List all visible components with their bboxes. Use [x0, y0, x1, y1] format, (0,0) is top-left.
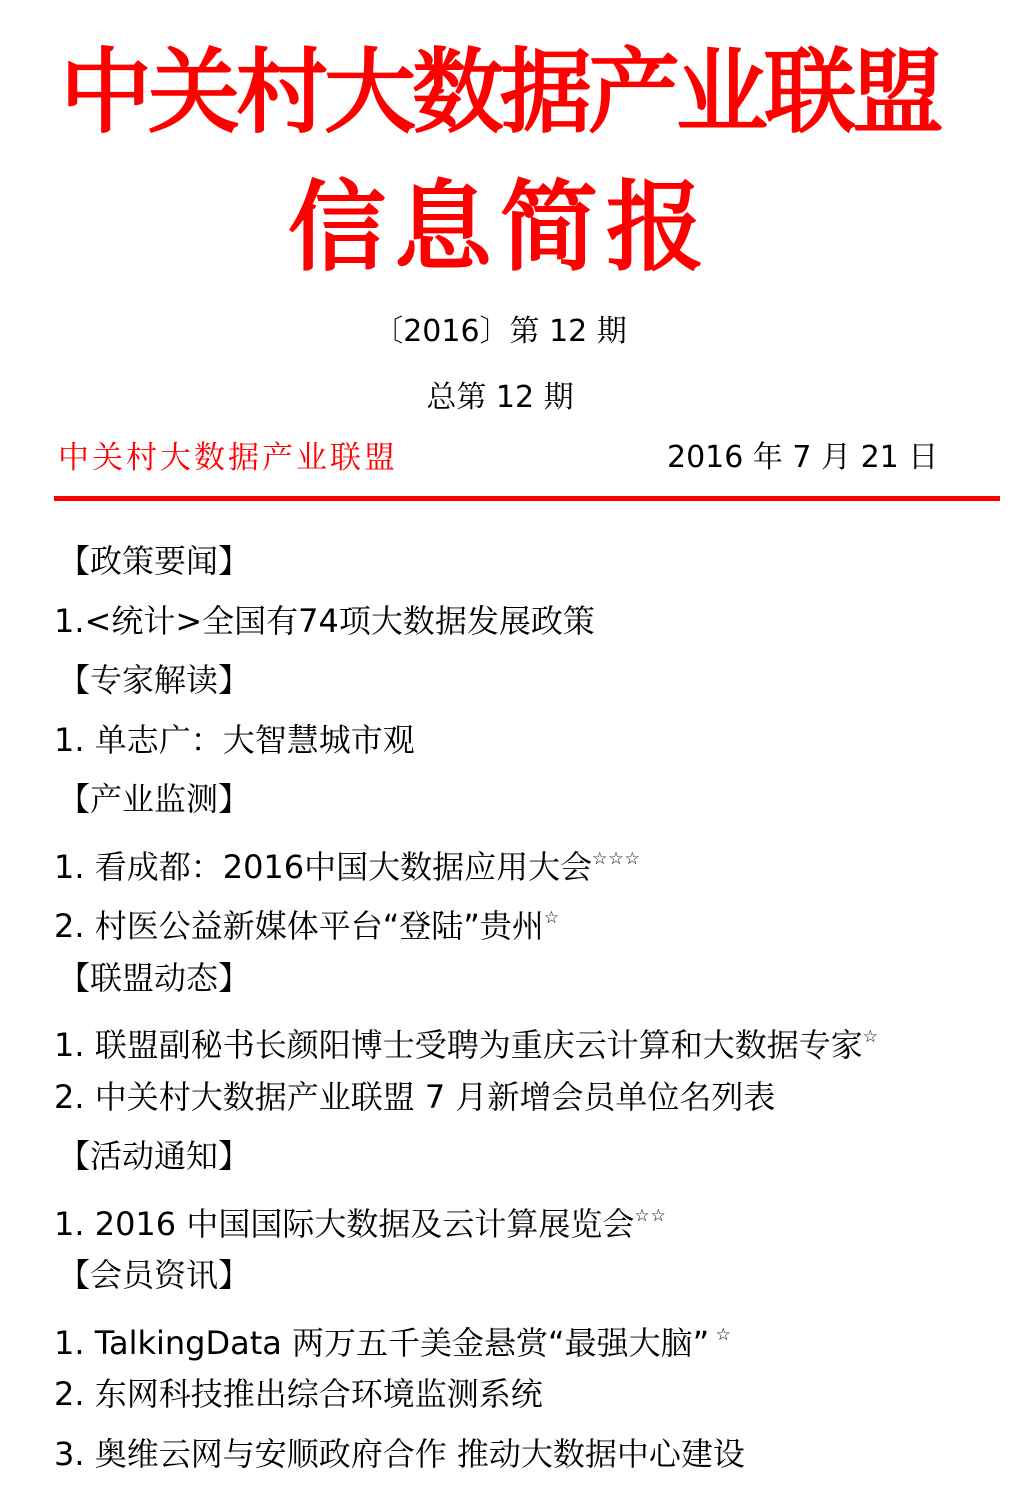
- toc-text: 1. 2016 中国国际大数据及云计算展览会: [54, 1204, 635, 1243]
- toc-item[interactable]: [54, 1068, 879, 1128]
- toc-text: 1. 单志广：大智慧城市观: [54, 720, 415, 759]
- toc-item[interactable]: [54, 1306, 879, 1366]
- toc-text: 2. 东网科技推出综合环境监测系统: [54, 1375, 543, 1413]
- toc-text: 【产业监测】: [58, 780, 251, 818]
- star-rating-icon: ☆☆: [634, 1205, 667, 1226]
- star-rating-icon: ☆: [709, 1324, 732, 1345]
- toc-item[interactable]: [54, 711, 879, 771]
- total-issue-number: 总第 12 期: [426, 380, 574, 415]
- newsletter-subtitle: 信息简报: [287, 171, 712, 285]
- star-rating-icon: ☆: [543, 908, 561, 928]
- toc-text: 【政策要闻】: [58, 542, 251, 580]
- toc-item[interactable]: [54, 1187, 879, 1247]
- toc-text: 【活动通知】: [58, 1137, 251, 1175]
- toc-section-heading: [58, 651, 879, 711]
- toc-text: 【联盟动态】: [58, 958, 251, 997]
- star-rating-icon: ☆: [862, 1027, 879, 1047]
- header-divider: [54, 496, 1000, 501]
- toc-section-heading: [58, 949, 879, 1009]
- toc-text: 1. TalkingData 两万五千美金悬赏“最强大脑”: [54, 1323, 710, 1362]
- toc-text: 1.<统计>全国有74项大数据发展政策: [54, 601, 595, 640]
- toc-text: 3. 奥维云网与安顺政府合作 推动大数据中心建设: [54, 1434, 745, 1473]
- star-rating-icon: ☆☆☆: [592, 848, 641, 869]
- toc-text: 【会员资讯】: [58, 1256, 251, 1294]
- toc-section-heading: [58, 770, 879, 830]
- toc-section-heading: [58, 1246, 879, 1306]
- toc-item[interactable]: [54, 592, 879, 652]
- toc-text: 【专家解读】: [58, 661, 251, 699]
- table-of-contents: [54, 532, 879, 1484]
- toc-item[interactable]: [54, 889, 879, 949]
- toc-item[interactable]: [54, 1365, 879, 1425]
- newsletter-title: 中关村大数据产业联盟: [59, 39, 940, 146]
- issue-number: 〔2016〕第 12 期: [373, 314, 627, 349]
- toc-item[interactable]: [54, 830, 879, 890]
- toc-text: 2. 村医公益新媒体平台“登陆”贵州: [54, 907, 544, 945]
- toc-section-heading: [58, 532, 879, 592]
- toc-section-heading: [58, 1127, 879, 1187]
- toc-item[interactable]: [54, 1008, 879, 1068]
- publish-date: 2016 年 7 月 21 日: [667, 440, 939, 475]
- toc-text: 1. 联盟副秘书长颜阳博士受聘为重庆云计算和大数据专家: [54, 1026, 863, 1064]
- toc-item[interactable]: [54, 1425, 879, 1485]
- publisher-name: 中关村大数据产业联盟: [58, 440, 398, 476]
- toc-text: 1. 看成都：2016中国大数据应用大会: [54, 847, 593, 886]
- toc-text: 2. 中关村大数据产业联盟 7 月新增会员单位名列表: [54, 1077, 776, 1116]
